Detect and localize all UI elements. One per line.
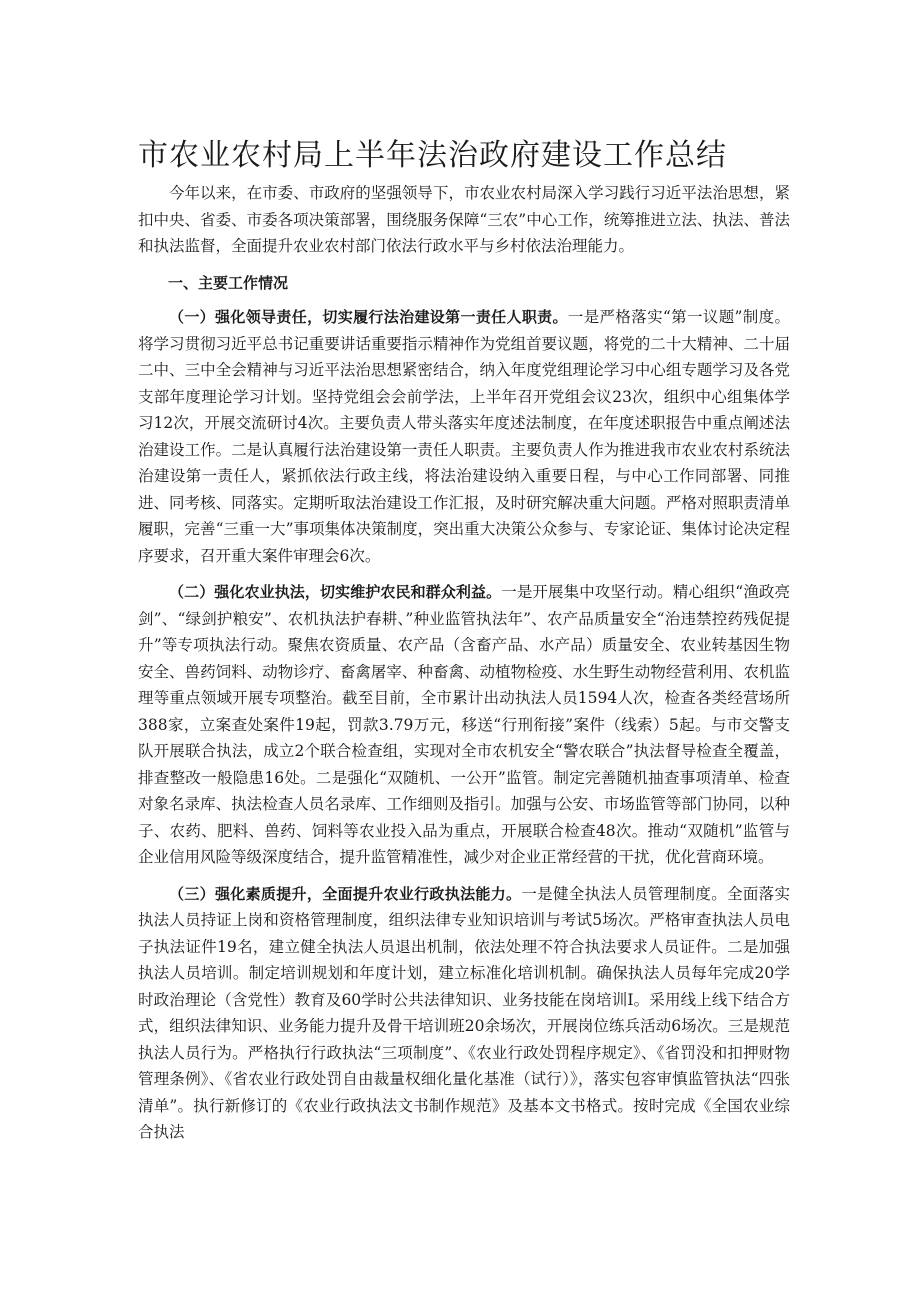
section-heading: 一、主要工作情况 — [168, 273, 289, 292]
paragraph-lead: （二）强化农业执法，切实维护农民和群众利益。 — [169, 583, 502, 601]
paragraph-item-1 — [138, 304, 790, 569]
paragraph-item-2 — [138, 579, 790, 871]
paragraph-text: 一是健全执法人员管理制度。全面落实执法人员持证上岗和资格管理制度，组织法律专业知识培训与考试5场次。严格审查执法人员电子执法证件19名，建立健全执法人员退出机制，依法处理不符合执法要求人员证件。二是加强执法人员培训。制定培训规划和年度计划，建立标准化培训机制。确保执法人员每年完成20学时政治理论（含党性）教育及60学时公共法律知识、业务技能在岗培训I。采用线上线下结合方式，组织法律知识、业务能力提升及骨干培训班20余场次，开展岗位练兵活动6场次。三是规范执法人员行为。严格执行行政执法“三项制度”、《农业行政处罚程序规定》、《省罚没和扣押财物管理条例》、《省农业行政处罚自由裁量权细化量化基准（试行）》，落实包容审慎监管执法“四张清单”。执行新修订的《农业行政执法文书制作规范》及基本文书格式。按时完成《全国农业综合执法 — [138, 884, 790, 1141]
paragraph-lead: （一）强化领导责任，切实履行法治建设第一责任人职责。 — [169, 308, 568, 326]
paragraph-item-3 — [138, 881, 790, 1146]
paragraph-text: 一是严格落实“第一议题”制度。将学习贯彻习近平总书记重要讲话重要指示精神作为党组首要议题，将党的二十大精神、二十届二中、三中全会精神与习近平法治思想紧密结合，纳入年度党组理论学习中心组专题学习及各党支部年度理论学习计划。坚持党组会会前学法，上半年召开党组会议23次，组织中心组集体学习12次，开展交流研讨4次。主要负责人带头落实年度述法制度，在年度述职报告中重点阐述法治建设工作。二是认真履行法治建设第一责任人职责。主要负责人作为推进我市农业农村系统法治建设第一责任人，紧抓依法行政主线，将法治建设纳入重要日程，与中心工作同部署、同推进、同考核、同落实。定期听取法治建设工作汇报，及时研究解决重大问题。严格对照职责清单履职，完善“三重一大”事项集体决策制度，突出重大决策公众参与、专家论证、集体讨论决定程序要求，召开重大案件审理会6次。 — [138, 308, 790, 565]
paragraph-text: 一是开展集中攻坚行动。精心组织“渔政亮剑”、“绿剑护粮安”、农机执法护春耕、”种业监管执法年”、农产品质量安全“治违禁控药残促提升”等专项执法行动。聚焦农资质量、农产品（含畜产品、水产品）质量安全、农业转基因生物安全、兽药饲料、动物诊疗、畜禽屠宰、种畜禽、动植物检疫、水生野生动物经营利用、农机监理等重点领域开展专项整治。截至目前，全市累计出动执法人员1594人次，检查各类经营场所388家，立案查处案件19起，罚款3.79万元，移送“行刑衔接”案件（线索）5起。与市交警支队开展联合执法，成立2个联合检查组，实现对全市农机安全“警农联合”执法督导检查全覆盖，排查整改一般隐患16处。二是强化“双随机、一公开”监管。制定完善随机抽查事项清单、检查对象名录库、执法检查人员名录库、工作细则及指引。加强与公安、市场监管等部门协同，以种子、农药、肥料、兽药、饲料等农业投入品为重点，开展联合检查48次。推动“双随机”监管与企业信用风险等级深度结合，提升监管精准性，减少对企业正常经营的干扰，优化营商环境。 — [138, 583, 790, 866]
document-body — [138, 180, 790, 1156]
intro-paragraph: 今年以来，在市委、市政府的坚强领导下，市农业农村局深入学习践行习近平法治思想，紧扣中央、省委、市委各项决策部署，围绕服务保障“三农”中心工作，统筹推进立法、执法、普法和执法监督，全面提升农业农村部门依法行政水平与乡村依法治理能力。 — [138, 184, 790, 255]
page-title: 市农业农村局上半年法治政府建设工作总结 — [138, 138, 727, 173]
paragraph-lead: （三）强化素质提升，全面提升农业行政执法能力。 — [169, 884, 522, 903]
